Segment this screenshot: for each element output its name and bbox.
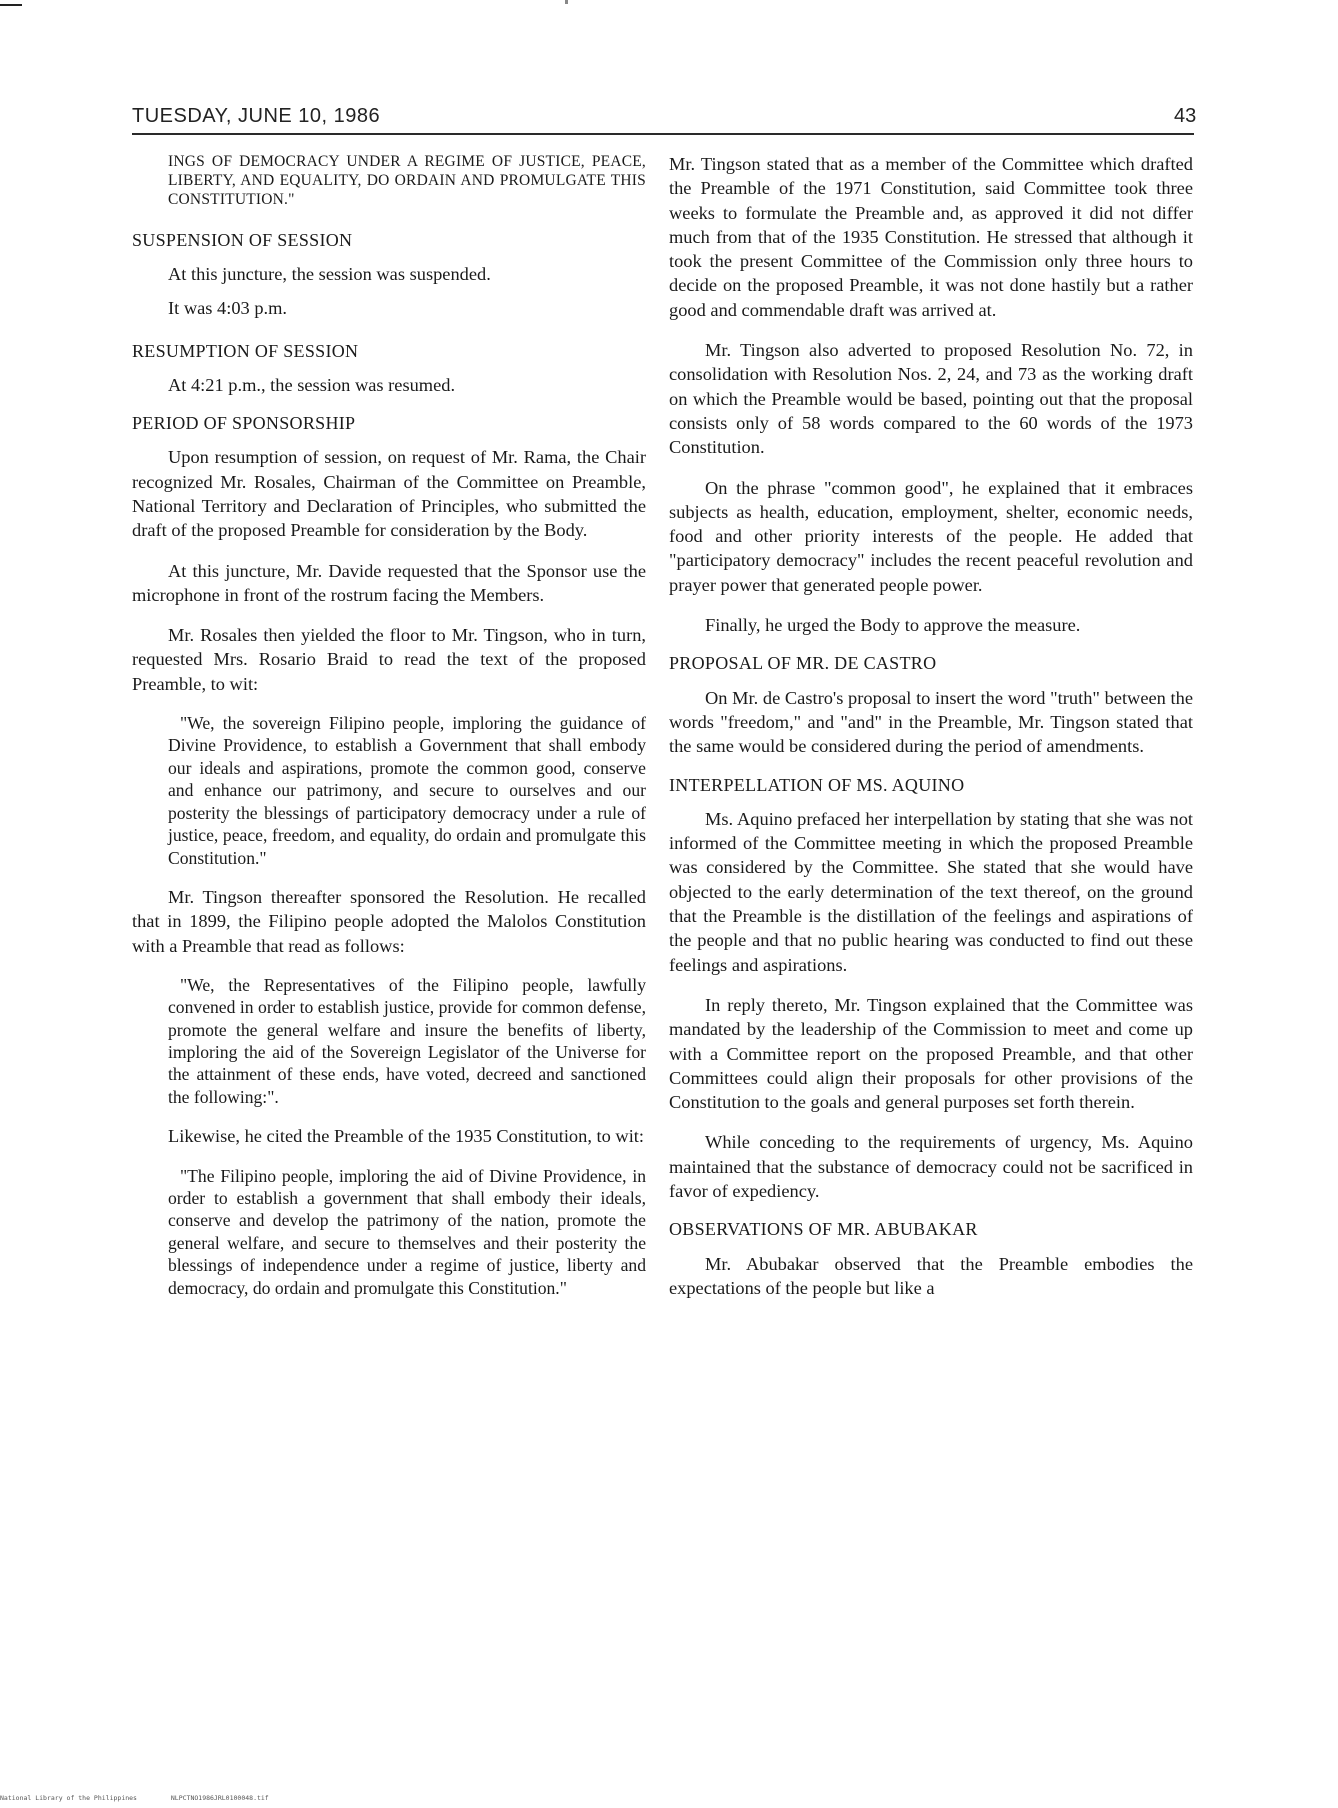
paragraph: On the phrase "common good", he explained that it embraces subjects as health, education, employment, shelter, economic needs, food and other priority interests of the people. He added that "participatory democracy" includes the recent peaceful revolution and prayer power that generated people power. (669, 477, 1193, 595)
paragraph: Finally, he urged the Body to approve the measure. (705, 615, 1081, 636)
section-heading-sponsorship: PERIOD OF SPONSORSHIP (132, 413, 356, 434)
quoted-preamble-malolos: "We, the Representatives of the Filipino people, lawfully convened in order to establish justice, provide for common defense, promote the general welfare and insure the benefits of liberty, imploring the aid of the Sovereign Legislator of the Universe for the attainment of these ends, have voted, decreed and sanctioned the following:". (168, 974, 646, 1107)
paragraph: While conceding to the requirements of urgency, Ms. Aquino maintained that the substance of democracy could not be sacrificed in favor of expediency. (669, 1132, 1193, 1201)
preamble-continuation: INGS OF DEMOCRACY UNDER A REGIME OF JUSTICE, PEACE, LIBERTY, AND EQUALITY, DO ORDAIN AND PROMULGATE THIS CONSTITUTION." (168, 153, 646, 209)
section-heading-de-castro: PROPOSAL OF MR. DE CASTRO (669, 653, 937, 674)
section-heading-suspension: SUSPENSION OF SESSION (132, 229, 353, 250)
section-heading-aquino: INTERPELLATION OF MS. AQUINO (669, 774, 965, 795)
header-divider (132, 133, 1194, 135)
page-number: 43 (1174, 105, 1197, 127)
paragraph: Mr. Rosales then yielded the floor to Mr. Tingson, who in turn, requested Mrs. Rosario Braid to read the text of the proposed Preamble, to wit: (132, 625, 646, 694)
paragraph: It was 4:03 p.m. (168, 298, 288, 319)
section-heading-resumption: RESUMPTION OF SESSION (132, 340, 359, 361)
paragraph: At this juncture, the session was suspended. (168, 263, 491, 284)
paragraph: In reply thereto, Mr. Tingson explained that the Committee was mandated by the leadership of the Commission to meet and come up with a Committee report on the proposed Preamble, and that other Committees could align their proposals for other provisions of the Constitution to the goals and general purposes set forth therein. (669, 994, 1193, 1113)
paragraph: Mr. Abubakar observed that the Preamble embodies the expectations of the people but like a (669, 1253, 1193, 1298)
paragraph: Likewise, he cited the Preamble of the 1935 Constitution, to wit: (168, 1126, 645, 1147)
paragraph: Upon resumption of session, on request of Mr. Rama, the Chair recognized Mr. Rosales, Chairman of the Committee on Preamble, National Territory and Declaration of Principles, who submitted the draft of the proposed Preamble for consideration by the Body. (132, 447, 646, 541)
scan-artifact (565, 0, 568, 4)
running-header-date: TUESDAY, JUNE 10, 1986 (132, 105, 381, 127)
paragraph: At 4:21 p.m., the session was resumed. (168, 374, 456, 395)
footer-library: National Library of the Philippines (0, 1794, 137, 1802)
scan-footer (0, 1794, 299, 1802)
paragraph: Ms. Aquino prefaced her interpellation by stating that she was not informed of the Committee meeting in which the proposed Preamble was considered by the Committee. She stated that she would have objected to the early determination of the text thereof, on the ground that the Preamble is the distillation of the feelings and aspirations of the people and that no public hearing was conducted to find out these feelings and aspirations. (669, 808, 1193, 975)
left-column (132, 152, 646, 1299)
section-heading-abubakar: OBSERVATIONS OF MR. ABUBAKAR (669, 1219, 978, 1240)
paragraph: Mr. Tingson also adverted to proposed Resolution No. 72, in consolidation with Resolution Nos. 2, 24, and 73 as the working draft on which the Preamble would be based, pointing out that the proposal consists only of 58 words compared to the 60 words of the 1973 Constitution. (669, 340, 1193, 458)
paragraph: At this juncture, Mr. Davide requested that the Sponsor use the microphone in front of the rostrum facing the Members. (132, 560, 646, 605)
paragraph: On Mr. de Castro's proposal to insert the word "truth" between the words "freedom," and "and" in the Preamble, Mr. Tingson stated that the same would be considered during the period of amendments. (669, 687, 1193, 757)
right-column (669, 152, 1193, 1300)
paragraph: Mr. Tingson stated that as a member of the Committee which drafted the Preamble of the 1971 Constitution, said Committee took three weeks to formulate the Preamble and, as approved it did not differ much from that of the 1935 Constitution. He stressed that although it took the present Committee of the Commission only three hours to decide on the proposed Preamble, it was not done hastily but a rather good and commendable draft was arrived at. (669, 154, 1193, 320)
quoted-preamble-1935: "The Filipino people, imploring the aid of Divine Providence, in order to establish a government that shall embody their ideals, conserve and develop the patrimony of the nation, promote the general welfare, and secure to themselves and their posterity the blessings of independence under a regime of justice, liberty and democracy, do ordain and promulgate this Constitution." (168, 1165, 646, 1298)
footer-file: NLPCTNO1986JRL0100048.tif (170, 1794, 269, 1802)
paragraph: Mr. Tingson thereafter sponsored the Resolution. He recalled that in 1899, the Filipino people adopted the Malolos Constitution with a Preamble that read as follows: (132, 886, 646, 956)
quoted-preamble-proposed: "We, the sovereign Filipino people, imploring the guidance of Divine Providence, to establish a Government that shall embody our ideals and aspirations, promote the common good, conserve and enhance our patrimony, and secure to ourselves and our posterity the blessings of participatory democracy under a rule of justice, peace, freedom, and equality, do ordain and promulgate this Constitution." (168, 713, 646, 868)
scan-edge-mark (0, 4, 22, 6)
